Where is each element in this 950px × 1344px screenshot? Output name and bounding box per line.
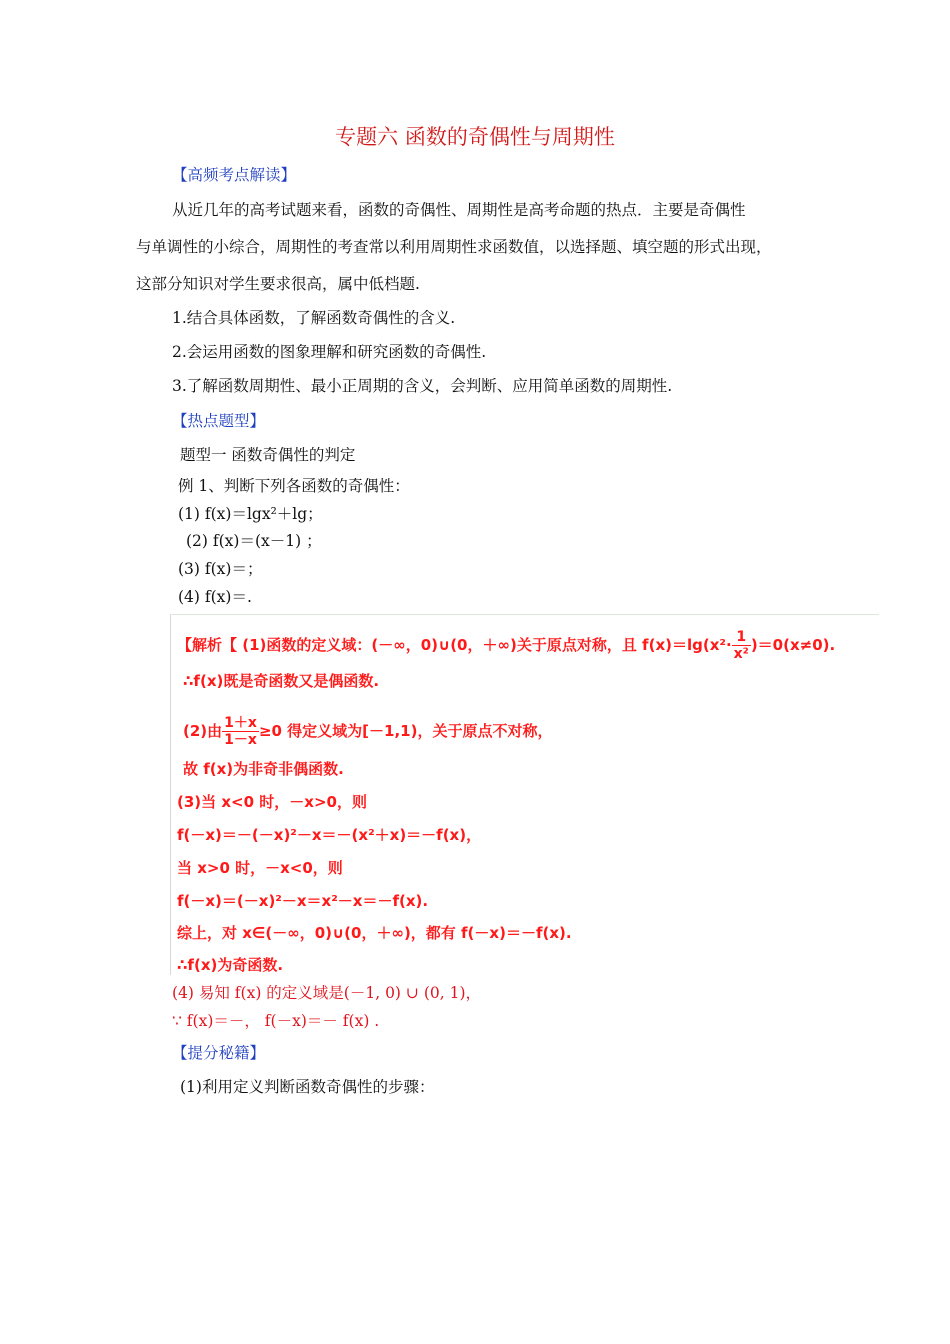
section-heading-hot-topics: 【热点题型】 bbox=[172, 412, 266, 430]
solution-line-1 bbox=[177, 629, 835, 662]
question-3: (3) f(x)＝； bbox=[178, 560, 263, 578]
objective-item-3: 3.了解函数周期性、最小正周期的含义，会判断、应用简单函数的周期性. bbox=[172, 377, 673, 395]
solution-part-4-line-2: ∵ f(x)＝－， f(－x)＝－ f(x) . bbox=[172, 1012, 380, 1030]
fraction-one-over-x-squared bbox=[732, 629, 751, 662]
intro-paragraph-line-1: 从近几年的高考试题来看，函数的奇偶性、周期性是高考命题的热点．主要是奇偶性 bbox=[172, 201, 746, 219]
solution-line-10: ∴f(x)为奇函数. bbox=[177, 956, 284, 974]
objective-item-1: 1.结合具体函数，了解函数奇偶性的含义. bbox=[172, 309, 456, 327]
solution-line-6: f(－x)＝－(－x)²－x＝－(x²＋x)＝－f(x)， bbox=[177, 826, 482, 844]
fraction-numerator: 1＋x bbox=[224, 715, 257, 731]
solution-line-2: ∴f(x)既是奇函数又是偶函数. bbox=[183, 672, 380, 690]
question-type-heading: 题型一 函数奇偶性的判定 bbox=[180, 446, 356, 464]
solution-box bbox=[170, 614, 879, 975]
section-heading-high-frequency: 【高频考点解读】 bbox=[172, 166, 297, 184]
solution-line-4: 故 f(x)为非奇非偶函数. bbox=[183, 760, 344, 778]
solution-line-3-text: (2)由 bbox=[183, 722, 223, 740]
solution-line-1-tail: )＝0(x≠0). bbox=[750, 636, 836, 654]
intro-paragraph-line-3: 这部分知识对学生要求很高，属中低档题. bbox=[136, 275, 420, 293]
section-heading-tips: 【提分秘籍】 bbox=[172, 1044, 266, 1062]
fraction-denominator: x² bbox=[733, 646, 749, 662]
solution-line-5: (3)当 x<0 时，－x>0，则 bbox=[177, 793, 367, 811]
solution-line-7: 当 x>0 时，－x<0，则 bbox=[177, 859, 343, 877]
solution-line-3 bbox=[183, 715, 552, 748]
intro-paragraph-line-2: 与单调性的小综合，周期性的考查常以利用周期性求函数值，以选择题、填空题的形式出现， bbox=[136, 238, 772, 256]
solution-line-8: f(－x)＝(－x)²－x＝x²－x＝－f(x). bbox=[177, 892, 429, 910]
tip-line-1: (1)利用定义判断函数奇偶性的步骤： bbox=[180, 1078, 435, 1096]
solution-line-9: 综上，对 x∈(－∞，0)∪(0，＋∞)，都有 f(－x)＝－f(x). bbox=[177, 924, 572, 942]
question-4: (4) f(x)＝. bbox=[178, 588, 252, 606]
solution-line-3-tail: ≥0 得定义域为[－1,1)，关于原点不对称， bbox=[258, 722, 553, 740]
fraction-domain-condition bbox=[222, 715, 259, 748]
page-title: 专题六 函数的奇偶性与周期性 bbox=[335, 125, 615, 149]
example-prompt: 例 1、判断下列各函数的奇偶性： bbox=[178, 477, 410, 495]
question-2: (2) f(x)＝(x－1) ； bbox=[186, 532, 322, 550]
fraction-denominator: 1－x bbox=[224, 732, 257, 748]
question-1: (1) f(x)＝lgx²＋lg； bbox=[178, 505, 323, 523]
solution-line-1-text: 【解析【 (1)函数的定义域：(－∞，0)∪(0，＋∞)关于原点对称，且 f(x)＝lg(x²· bbox=[177, 636, 732, 654]
solution-part-4-line-1: (4) 易知 f(x) 的定义域是(－1, 0) ∪ (0, 1)， bbox=[172, 984, 481, 1002]
objective-item-2: 2.会运用函数的图象理解和研究函数的奇偶性. bbox=[172, 343, 487, 361]
fraction-numerator: 1 bbox=[732, 629, 751, 646]
